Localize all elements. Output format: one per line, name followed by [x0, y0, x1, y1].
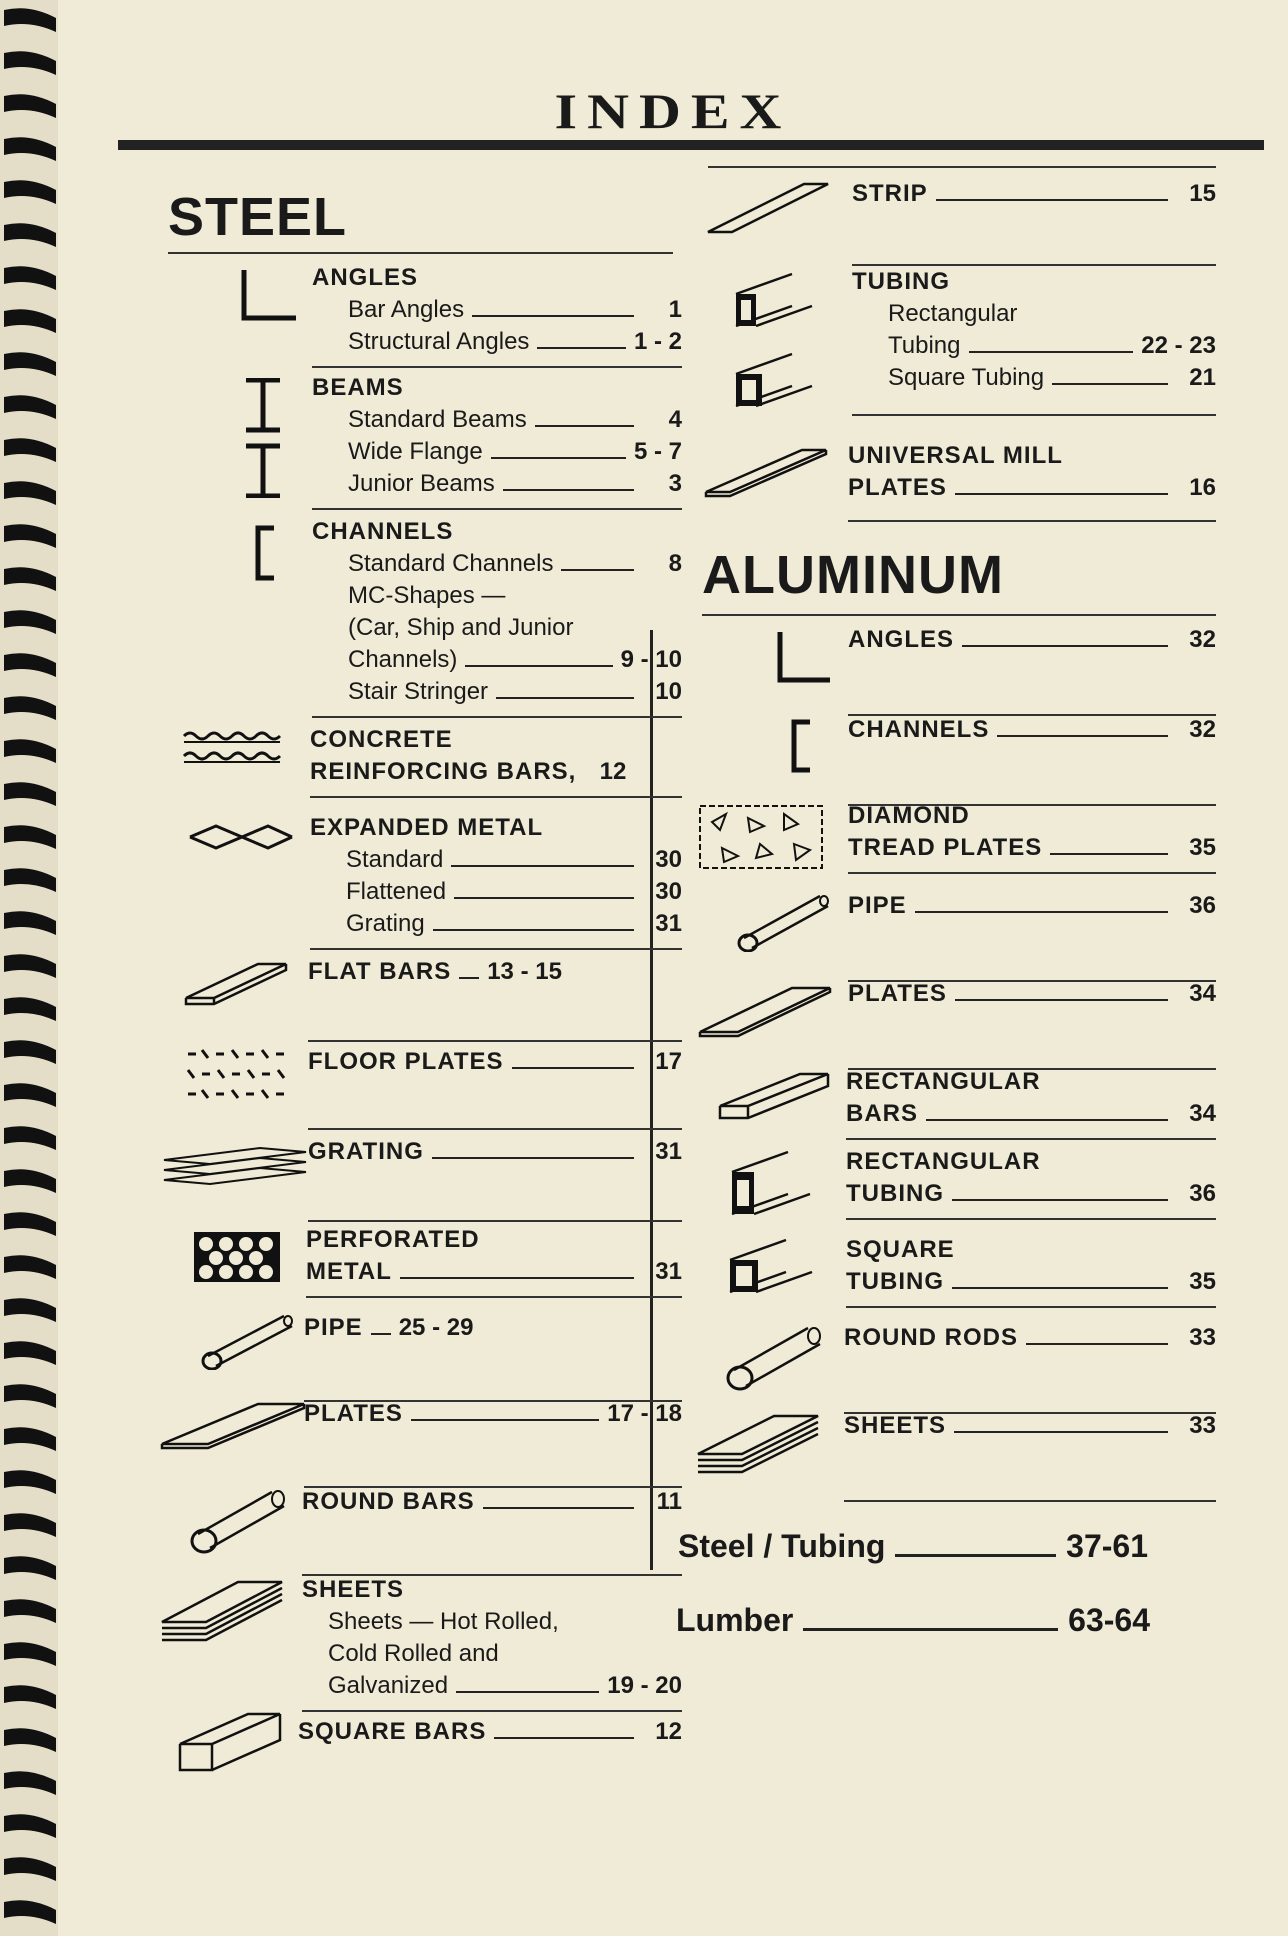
rect-tubing-text: Tubing — [888, 332, 961, 359]
sheets-hot-rolled-text: Sheets — Hot Rolled, — [328, 1608, 559, 1635]
steel-channels-label: CHANNELS — [312, 518, 454, 545]
spiral-coil — [4, 1513, 56, 1537]
al-diamond-page: 35 — [1189, 834, 1216, 861]
spiral-coil — [4, 1599, 56, 1623]
angle-icon — [238, 266, 298, 326]
square-bar-icon — [176, 1710, 286, 1774]
spiral-coil — [4, 1384, 56, 1408]
lumber-extra[interactable] — [676, 1602, 1150, 1639]
car-ship-text: (Car, Ship and Junior — [348, 614, 574, 641]
square-tubing-text: Square Tubing — [888, 364, 1045, 391]
spiral-coil — [4, 1083, 56, 1107]
spiral-coil — [4, 438, 56, 462]
pipe-icon — [194, 1310, 304, 1370]
strip-page: 15 — [1189, 180, 1216, 207]
steel-beams-entry[interactable] — [312, 372, 682, 500]
spiral-coil — [4, 481, 56, 505]
steel-floor-plates-entry[interactable] — [308, 1046, 682, 1120]
flat-bar-icon — [182, 958, 292, 1008]
stair-stringer-text: Stair Stringer — [348, 678, 489, 705]
floor-plate-icon — [182, 1046, 292, 1106]
al-sheets-icon — [694, 1410, 824, 1480]
spiral-coil — [4, 696, 56, 720]
perforated-page: 31 — [655, 1258, 682, 1285]
spiral-coil — [4, 51, 56, 75]
steel-expanded-entry[interactable] — [310, 812, 682, 940]
diamond-label: DIAMOND — [848, 802, 970, 829]
spiral-coil — [4, 1169, 56, 1193]
al-rect-tubing-entry[interactable] — [846, 1146, 1216, 1210]
al-channels-page: 32 — [1189, 716, 1216, 743]
al-rect-tubing-page: 36 — [1189, 1180, 1216, 1207]
spiral-coil — [4, 309, 56, 333]
rect-bar-icon — [716, 1070, 836, 1126]
steel-heading: STEEL — [168, 187, 348, 247]
rectangular-text: Rectangular — [888, 300, 1018, 327]
al-rect-bars-page: 34 — [1189, 1100, 1216, 1127]
square-bars-label: SQUARE BARS — [298, 1718, 487, 1745]
beam-icon — [240, 378, 290, 498]
spiral-coil — [4, 868, 56, 892]
diamond-tread-icon — [698, 804, 824, 870]
spiral-coil — [4, 395, 56, 419]
spiral-coil — [4, 1341, 56, 1365]
sheets-icon — [158, 1576, 288, 1646]
spiral-coil — [4, 1255, 56, 1279]
spiral-coil — [4, 610, 56, 634]
steel-angles-entry[interactable] — [312, 262, 682, 358]
round-rod-icon — [716, 1320, 826, 1392]
structural-angles-page: 1 - 2 — [633, 328, 682, 355]
steel-angles-label: ANGLES — [312, 264, 419, 291]
sq-tubing-label2: TUBING — [846, 1268, 944, 1295]
spiral-coil — [4, 567, 56, 591]
lumber-extra-page: 63-64 — [1068, 1602, 1150, 1638]
round-rods-label: ROUND RODS — [844, 1324, 1019, 1351]
al-square-tubing-icon — [726, 1236, 836, 1306]
steel-concrete-label: CONCRETE — [310, 726, 453, 753]
spiral-coil — [4, 352, 56, 376]
square-bars-page: 12 — [655, 1718, 682, 1745]
al-rect-bars-entry[interactable] — [846, 1066, 1216, 1130]
tubing-icon — [732, 270, 832, 420]
spiral-coil — [4, 524, 56, 548]
al-pipe-page: 36 — [1189, 892, 1216, 919]
aluminum-heading-rule — [702, 614, 1216, 616]
steel-sheets-entry[interactable] — [302, 1574, 682, 1702]
wide-flange-page: 5 - 7 — [633, 438, 682, 465]
spiral-coil — [4, 8, 56, 32]
pipe-label: PIPE — [304, 1314, 363, 1341]
steel-tubing-extra[interactable] — [678, 1528, 1148, 1565]
spiral-coil — [4, 782, 56, 806]
channels-paren-text: Channels) — [348, 646, 458, 673]
index-page — [58, 0, 1288, 1936]
reinforcing-bars-label: REINFORCING BARS, — [310, 758, 577, 785]
steel-pipe-entry[interactable] — [304, 1312, 682, 1392]
al-angles-entry[interactable] — [848, 624, 1216, 706]
perforated-label: PERFORATED — [306, 1226, 480, 1253]
steel-universal-entry[interactable] — [848, 440, 1216, 504]
spiral-coil — [4, 1857, 56, 1881]
mc-shapes-page: 9 - 10 — [620, 646, 682, 673]
spiral-coil — [4, 137, 56, 161]
al-sheets-label: SHEETS — [844, 1412, 947, 1439]
bars-label: BARS — [846, 1100, 919, 1127]
plate-icon — [158, 1400, 308, 1450]
al-plates-label: PLATES — [848, 980, 947, 1007]
expanded-standard-page: 30 — [655, 846, 682, 873]
standard-channels-page: 8 — [668, 550, 682, 577]
stair-stringer-page: 10 — [655, 678, 682, 705]
spiral-coil — [4, 739, 56, 763]
universal-plates-label: PLATES — [848, 474, 947, 501]
rect-tubing-label2: TUBING — [846, 1180, 944, 1207]
al-round-rods-entry[interactable] — [844, 1322, 1216, 1404]
al-plates-entry[interactable] — [848, 978, 1216, 1060]
spiral-coil — [4, 94, 56, 118]
steel-square-bars-entry[interactable] — [298, 1716, 682, 1748]
spiral-coil — [4, 1556, 56, 1580]
strip-label: STRIP — [852, 180, 928, 207]
spiral-coil — [4, 911, 56, 935]
al-pipe-label: PIPE — [848, 892, 907, 919]
flat-bars-label: FLAT BARS — [308, 958, 452, 985]
spiral-coil — [4, 180, 56, 204]
al-angle-icon — [774, 628, 834, 688]
spiral-coil — [4, 223, 56, 247]
expanded-metal-icon — [186, 822, 296, 852]
spiral-coil — [4, 1642, 56, 1666]
strip-icon — [704, 178, 834, 238]
steel-concrete-entry[interactable] — [310, 724, 682, 788]
spiral-coil — [4, 825, 56, 849]
spiral-coil — [4, 1040, 56, 1064]
junior-beams-text: Junior Beams — [348, 470, 495, 497]
spiral-coil — [4, 1212, 56, 1236]
mc-shapes-text: MC-Shapes — — [348, 582, 506, 609]
spiral-coil — [4, 1771, 56, 1795]
standard-beams-page: 4 — [668, 406, 682, 433]
standard-channels-text: Standard Channels — [348, 550, 554, 577]
al-sheets-page: 33 — [1189, 1412, 1216, 1439]
page-title: INDEX — [554, 83, 792, 140]
standard-beams-text: Standard Beams — [348, 406, 527, 433]
junior-beams-page: 3 — [668, 470, 682, 497]
sheets-cold-rolled-text: Cold Rolled and — [328, 1640, 499, 1667]
spiral-coil — [4, 1814, 56, 1838]
wide-flange-text: Wide Flange — [348, 438, 483, 465]
rebar-icon — [180, 728, 290, 768]
rect-tubing-label: RECTANGULAR — [846, 1148, 1041, 1175]
steel-channels-entry[interactable] — [312, 516, 682, 708]
steel-beams-label: BEAMS — [312, 374, 404, 401]
expanded-flattened-text: Flattened — [346, 878, 447, 905]
steel-flat-bars-entry[interactable] — [308, 956, 682, 1032]
metal-label: METAL — [306, 1258, 392, 1285]
floor-plates-label: FLOOR PLATES — [308, 1048, 504, 1075]
lumber-extra-label: Lumber — [676, 1602, 794, 1638]
spiral-coil — [4, 1427, 56, 1451]
expanded-standard-text: Standard — [346, 846, 444, 873]
rect-tubing-page: 22 - 23 — [1141, 332, 1216, 359]
sq-tubing-label: SQUARE — [846, 1236, 955, 1263]
bar-angles-text: Bar Angles — [348, 296, 465, 323]
title-rule — [118, 140, 1264, 150]
spiral-coil — [4, 1470, 56, 1494]
al-plates-page: 34 — [1189, 980, 1216, 1007]
spiral-coil — [4, 1126, 56, 1150]
steel-plates-entry[interactable] — [304, 1398, 682, 1478]
al-sq-tubing-entry[interactable] — [846, 1234, 1216, 1298]
al-diamond-entry[interactable] — [848, 800, 1216, 864]
plates-page: 17 - 18 — [607, 1400, 682, 1427]
al-rect-tubing-icon — [728, 1148, 838, 1218]
round-bar-icon — [180, 1484, 290, 1554]
grating-label: GRATING — [308, 1138, 424, 1165]
structural-angles-text: Structural Angles — [348, 328, 530, 355]
bar-angles-page: 1 — [668, 296, 682, 323]
al-pipe-icon — [732, 890, 842, 952]
perforated-metal-icon — [192, 1230, 282, 1284]
steel-heading-rule — [168, 252, 673, 254]
concrete-page: 12 — [599, 758, 627, 785]
flat-bars-page: 13 - 15 — [487, 958, 562, 985]
steel-tubing-entry[interactable] — [852, 266, 1216, 394]
right-top-rule — [708, 166, 1216, 168]
spiral-coil — [4, 1298, 56, 1322]
channel-icon — [250, 524, 280, 584]
expanded-grating-text: Grating — [346, 910, 425, 937]
universal-mill-label: UNIVERSAL MILL — [848, 442, 1063, 469]
rect-bars-label: RECTANGULAR — [846, 1068, 1041, 1095]
al-angles-label: ANGLES — [848, 626, 955, 653]
square-tubing-page: 21 — [1189, 364, 1216, 391]
al-sheets-entry[interactable] — [844, 1410, 1216, 1492]
spiral-coil — [4, 1685, 56, 1709]
universal-page: 16 — [1189, 474, 1216, 501]
spiral-coil — [4, 997, 56, 1021]
sheets-page: 19 - 20 — [607, 1672, 682, 1699]
steel-tubing-extra-page: 37-61 — [1066, 1528, 1148, 1564]
al-plate-icon — [696, 982, 836, 1038]
steel-grating-entry[interactable] — [308, 1136, 682, 1212]
steel-tubing-extra-label: Steel / Tubing — [678, 1528, 886, 1564]
grating-icon — [160, 1140, 310, 1190]
spiral-coil — [4, 266, 56, 290]
steel-strip-entry[interactable] — [852, 178, 1216, 256]
al-angles-page: 32 — [1189, 626, 1216, 653]
al-channels-label: CHANNELS — [848, 716, 990, 743]
aluminum-heading: ALUMINUM — [702, 545, 1004, 605]
floor-plates-page: 17 — [655, 1048, 682, 1075]
al-channel-icon — [786, 718, 816, 776]
round-bars-page: 11 — [656, 1488, 682, 1515]
pipe-page: 25 - 29 — [398, 1314, 474, 1341]
sheets-galvanized-text: Galvanized — [328, 1672, 449, 1699]
spiral-coil — [4, 1900, 56, 1924]
plates-label: PLATES — [304, 1400, 403, 1427]
grating-page: 31 — [655, 1138, 682, 1165]
tread-plates-label: TREAD PLATES — [848, 834, 1043, 861]
tubing-label: TUBING — [852, 268, 950, 295]
mill-plate-icon — [702, 446, 832, 502]
sheets-label: SHEETS — [302, 1576, 405, 1603]
al-pipe-entry[interactable] — [848, 890, 1216, 972]
al-round-rods-page: 33 — [1189, 1324, 1216, 1351]
expanded-flattened-page: 30 — [655, 878, 682, 905]
al-channels-entry[interactable] — [848, 714, 1216, 796]
steel-perforated-entry[interactable] — [306, 1224, 682, 1288]
spiral-coil — [4, 1728, 56, 1752]
steel-expanded-label: EXPANDED METAL — [310, 814, 544, 841]
al-sq-tubing-page: 35 — [1189, 1268, 1216, 1295]
spiral-coil — [4, 954, 56, 978]
spiral-coil — [4, 653, 56, 677]
expanded-grating-page: 31 — [655, 910, 682, 937]
round-bars-label: ROUND BARS — [302, 1488, 475, 1515]
steel-round-bars-entry[interactable] — [302, 1486, 682, 1566]
